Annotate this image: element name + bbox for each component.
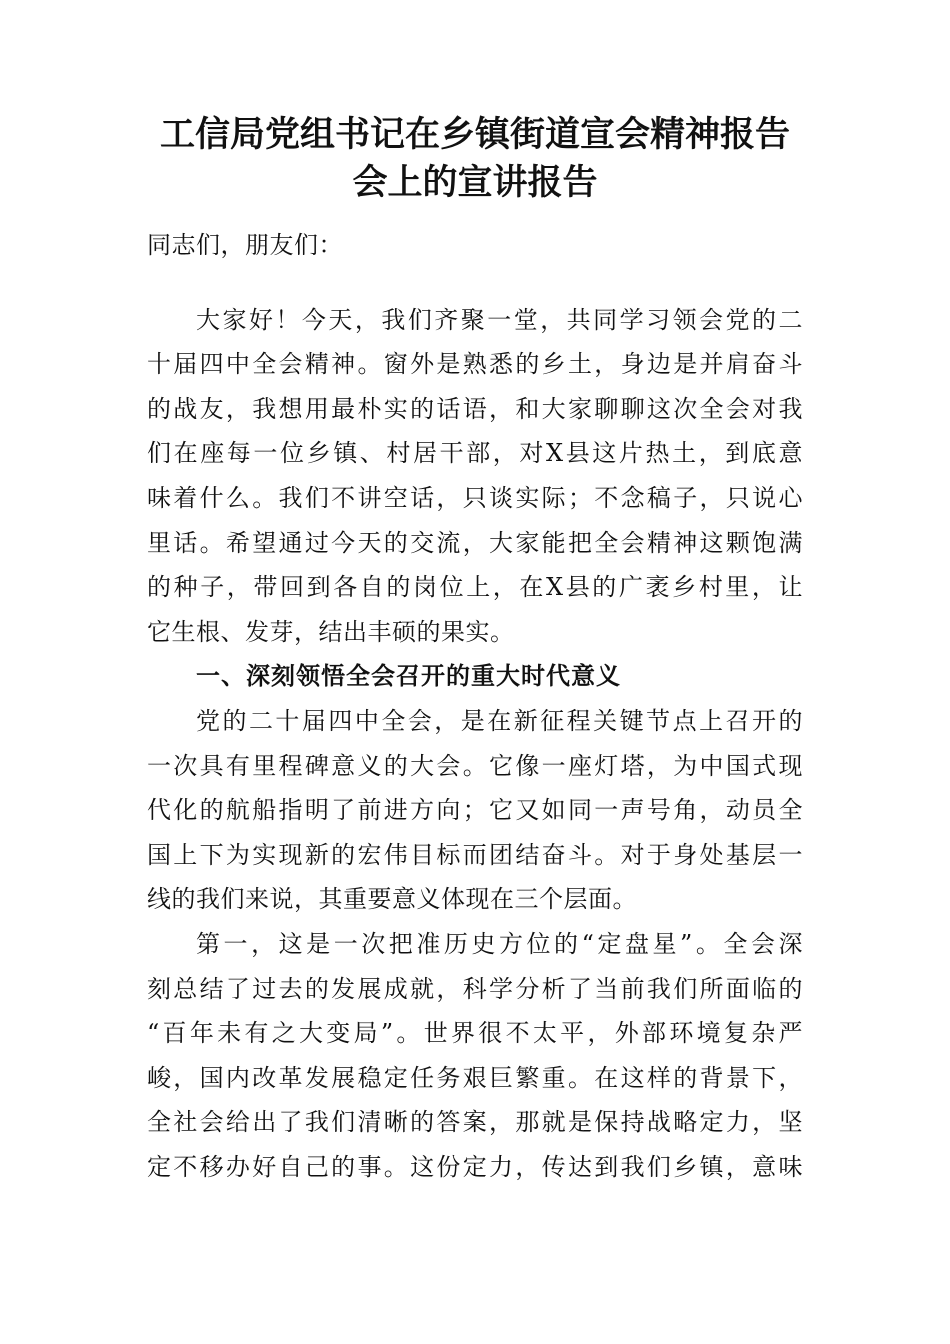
paragraph-line: 它生根、发芽，结出丰硕的果实。 [147,617,515,646]
paragraph-line: 第一，这是一次把准历史方位的“定盘星”。全会深 [196,929,803,958]
paragraph-line: 代化的航船指明了前进方向；它又如同一声号角，动员全 [147,796,803,825]
section-paragraph [147,699,803,922]
section-heading: 一、深刻领悟全会召开的重大时代意义 [196,662,621,691]
section-paragraph [147,922,803,1190]
paragraph-line: 十届四中全会精神。窗外是熟悉的乡土，身边是并肩奋斗 [147,350,803,379]
paragraph-line: 峻，国内改革发展稳定任务艰巨繁重。在这样的背景下， [147,1063,803,1092]
paragraph-line: 国上下为实现新的宏伟目标而团结奋斗。对于身处基层一 [147,840,803,869]
paragraph-line: 味着什么。我们不讲空话，只谈实际；不念稿子，只说心 [147,484,803,513]
document-title-line: 工信局党组书记在乡镇街道宣会精神报告 [159,114,790,155]
document-body [147,223,803,1190]
intro-paragraph [147,298,803,655]
paragraph-line: 党的二十届四中全会，是在新征程关键节点上召开的 [196,707,803,736]
paragraph-line: 里话。希望通过今天的交流，大家能把全会精神这颗饱满 [147,528,803,557]
paragraph-line: 大家好！今天，我们齐聚一堂，共同学习领会党的二 [196,305,803,334]
document-title-line: 会上的宣讲报告 [352,162,598,203]
salutation: 同志们，朋友们： [147,230,343,259]
paragraph-line: 全社会给出了我们清晰的答案，那就是保持战略定力，坚 [147,1108,803,1137]
paragraph-line: 刻总结了过去的发展成就，科学分析了当前我们所面临的 [147,974,803,1003]
paragraph-line: “百年未有之大变局”。世界很不太平，外部环境复杂严 [147,1019,803,1048]
paragraph-line: 们在座每一位乡镇、村居干部，对X县这片热土，到底意 [147,439,803,468]
paragraph-line: 一次具有里程碑意义的大会。它像一座灯塔，为中国式现 [147,751,803,780]
paragraph-line: 线的我们来说，其重要意义体现在三个层面。 [147,885,637,914]
paragraph-line: 的战友，我想用最朴实的话语，和大家聊聊这次全会对我 [147,394,803,423]
document-title [0,111,950,207]
paragraph-line: 的种子，带回到各自的岗位上，在X县的广袤乡村里，让 [147,573,803,602]
paragraph-line: 定不移办好自己的事。这份定力，传达到我们乡镇，意味 [147,1152,803,1181]
